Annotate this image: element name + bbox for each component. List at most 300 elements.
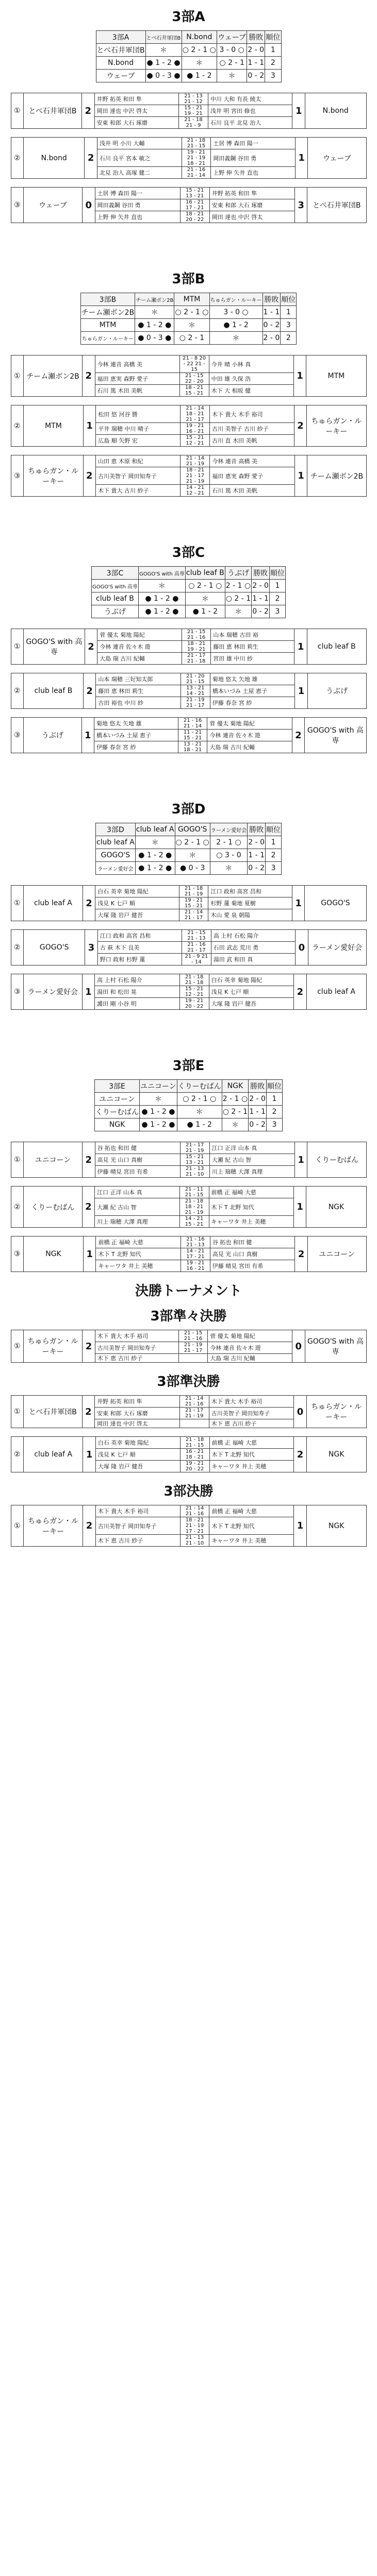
left-players: 大塚 隆 岩戸 健吾 (95, 909, 179, 921)
left-score: 2 (83, 455, 95, 497)
left-players: 安東 和郎 大石 琢磨 (94, 117, 179, 129)
right-players: 浅井 明 宮田 修也 (208, 105, 292, 117)
set-score: 19 - 21 16 - 21 (181, 423, 210, 435)
right-players: 古川 美智子 古川 紗子 (209, 423, 294, 435)
right-score: 1 (293, 1187, 306, 1228)
league-header: 勝敗 (252, 567, 270, 580)
right-team: NGK (306, 1437, 366, 1472)
page (0, 6, 377, 1547)
right-players: 木下 大 相坂 健 (209, 385, 293, 397)
right-players: 湯田 武 和田 真 (211, 954, 295, 965)
league-cell: 3 - 0 ○ (209, 306, 263, 319)
right-players: 上野 伸 矢井 直也 (211, 167, 296, 179)
league-cell: 1 - 1 (249, 1106, 267, 1118)
right-team: GOGO'S with 高専 (305, 1330, 366, 1363)
league-header: とべ石井軍団B (145, 31, 182, 44)
set-score: 21 - 16 21 - 13 (181, 1236, 210, 1248)
league-header: 順位 (281, 293, 297, 306)
left-score: 2 (85, 138, 97, 179)
left-players: 北見 治人 高塚 健二 (97, 167, 182, 179)
set-score: 21 - 16 21 - 14 (178, 718, 207, 730)
right-players: 石田 武志 荒川 勇 (211, 942, 295, 954)
left-score: 1 (81, 718, 94, 753)
league-header: 勝敗 (249, 1080, 267, 1093)
right-score: 1 (292, 93, 305, 129)
match-number: ② (11, 1437, 23, 1472)
left-players: 大島 瑞 古川 紀輔 (97, 653, 182, 665)
set-score: 21 - 9 21 - 14 (182, 954, 211, 965)
right-score: 1 (294, 455, 307, 497)
match-d-1 (11, 885, 367, 921)
right-players: 谷 拓也 和田 健 (210, 1236, 294, 1248)
league-header: ラーメン愛好会 (210, 823, 248, 836)
team-name: N.bond (96, 57, 145, 70)
left-players: 川上 瑞穂 大澤 真理 (95, 1216, 179, 1228)
right-players: 藤田 恵 林田 莉生 (211, 641, 294, 653)
left-team: とべ石井軍団B (23, 93, 81, 129)
team-name: ユニコーン (95, 1093, 140, 1106)
set-score: 18 - 21 19 - 21 (182, 641, 211, 653)
league-cell: 3 (266, 862, 282, 875)
league-cell: ● 0 - 3 ● (145, 70, 182, 82)
left-players: 山田 恵 木原 和紀 (96, 455, 181, 467)
right-players: キャーワタ 井上 美穂 (209, 1461, 294, 1472)
left-team: ウェーブ (24, 188, 83, 223)
match-number: ① (11, 629, 23, 665)
match-e-2 (11, 1186, 367, 1228)
left-players: 浅見 K 七戸 順 (95, 1449, 180, 1461)
left-players: 古 萩 木下 良美 (97, 942, 182, 954)
right-players: 井野 拓英 和田 隼 (209, 188, 294, 199)
match-number: ① (11, 1505, 23, 1547)
left-players: 高見 光 山口 真樹 (95, 1154, 180, 1166)
section-title-a: 3部A (172, 9, 205, 25)
section-spacer (0, 1018, 377, 1049)
league-cell: 3 (269, 605, 285, 618)
right-players: 岡田義鋼 谷田 勇 (211, 149, 296, 167)
league-cell: ＊ (182, 57, 217, 70)
league-cell: ＊ (185, 592, 225, 605)
left-players: 古田 裕也 中川 紗 (96, 697, 181, 709)
section-title-e: 3部E (172, 1058, 205, 1074)
set-score: 21 - 8 20 - 22 21 - 15 (179, 355, 209, 373)
right-players: 岡田 達也 中沢 啓太 (209, 211, 294, 223)
match-d-2 (11, 929, 367, 965)
match-b-3 (11, 455, 367, 497)
league-cell: 1 (265, 44, 281, 57)
set-score: 21 - 16 21 - 14 (182, 167, 211, 179)
left-players: 古川美智子 岡田知寿子 (96, 467, 181, 485)
league-cell: ＊ (177, 1106, 222, 1118)
set-score: 21 - 17 21 - 19 (179, 1408, 209, 1419)
right-players: 浅見 K 七戸 順 (209, 986, 293, 998)
set-score: 18 - 21 21 - 19 17 - 21 (180, 1517, 209, 1535)
league-cell: ● 1 - 2 ● (140, 1106, 177, 1118)
league-header: club leaf A (135, 823, 175, 836)
left-players: 井野 拓英 和田 隼 (95, 1396, 180, 1408)
right-players: 江口 正洋 山本 真 (209, 1142, 294, 1154)
qf-title: 3部準々決勝 (150, 1309, 227, 1324)
set-score: 21 - 15 22 - 20 (179, 373, 209, 385)
left-players: 木下 恵 古川 紗子 (95, 1535, 180, 1547)
left-players: 橋本いづみ 土屋 恵子 (94, 730, 178, 741)
right-score: 1 (294, 1505, 306, 1547)
right-players: 江口 政和 高宮 昌和 (208, 886, 292, 897)
set-score: 19 - 21 16 - 21 (181, 1260, 210, 1272)
league-cell: ＊ (175, 849, 210, 862)
right-team: NGK (306, 1187, 366, 1228)
league-cell: ○ 2 - 1 (217, 57, 247, 70)
right-score: 3 (294, 188, 307, 223)
left-players: 福田 恵実 森野 愛子 (95, 373, 179, 385)
set-score: 21 - 18 21 - 15 (180, 1437, 209, 1449)
match-number: ③ (11, 718, 23, 753)
section-spacer (0, 505, 377, 536)
set-score: 21 - 18 21 - 19 (179, 886, 208, 897)
right-players: 大塚 隆 岩戸 健吾 (209, 998, 293, 1010)
league-cell: ＊ (145, 44, 182, 57)
right-players: 山本 瑞穂 古田 裕 (211, 629, 294, 641)
left-players: 安東 和郎 大石 琢磨 (95, 1408, 180, 1419)
left-players: 今林 連音 佐々木 遊 (97, 641, 182, 653)
match-number: ② (11, 138, 23, 179)
left-team: ユニコーン (24, 1142, 83, 1178)
left-players: 平井 瑞穂 中川 晴子 (96, 423, 181, 435)
league-cell: ● 1 - 2 (209, 319, 263, 332)
league-header: GOGO'S with 高専 (138, 567, 185, 580)
match-qf (11, 1330, 367, 1363)
team-name: くりーむばん (95, 1106, 140, 1118)
league-table-b (80, 293, 297, 345)
league-cell: 2 - 1 ○ (210, 836, 248, 849)
left-team: くりーむばん (24, 1187, 83, 1228)
left-score: 2 (83, 673, 95, 709)
league-table-d (95, 823, 282, 875)
league-cell: ● 1 - 2 (182, 70, 217, 82)
league-header: 順位 (266, 823, 282, 836)
league-header: 順位 (265, 31, 281, 44)
left-players: 木下 恵 古川 紗子 (95, 1354, 178, 1363)
right-score: 0 (292, 1330, 305, 1363)
league-cell: ＊ (209, 332, 263, 345)
right-score: 1 (295, 138, 307, 179)
left-players: 岡田 達也 中沢 啓太 (95, 1419, 180, 1428)
left-players: 松田 悠 河谷 勝 (96, 405, 181, 423)
set-score: 21 - 14 21 - 16 (180, 1505, 209, 1517)
league-header: くりーむばん (177, 1080, 222, 1093)
league-cell: 0 - 2 (247, 70, 265, 82)
league-cell: ＊ (217, 70, 247, 82)
left-players: キャーワタ 井上 美穂 (96, 1260, 181, 1272)
match-number: ① (11, 1142, 24, 1178)
left-team: とべ石井軍団B (24, 1396, 83, 1428)
league-header: うぶげ (225, 567, 251, 580)
final-title: 3部決勝 (163, 1484, 214, 1499)
left-team: うぶげ (23, 718, 81, 753)
left-score: 2 (83, 1330, 95, 1363)
section-title-b: 3部B (172, 272, 205, 287)
left-players: 今林 連音 高橋 美 (95, 355, 179, 373)
left-score: 1 (83, 405, 95, 447)
right-team: MTM (306, 355, 366, 397)
league-cell: ● 1 - 2 ● (140, 1118, 177, 1131)
match-number: ① (11, 93, 23, 129)
right-players: 今林 連音 高橋 美 (210, 455, 294, 467)
right-players: 前橋 正 福崎 大慈 (209, 1187, 293, 1198)
right-players: 今林 連音 佐々木 遊 (207, 730, 292, 741)
match-e-3 (11, 1236, 367, 1272)
league-cell: ○ 2 - 1 (225, 592, 251, 605)
left-players: 石川 良平 宮本 敏之 (97, 149, 182, 167)
team-name: とべ石井軍団B (96, 44, 145, 57)
right-players: 大瀬 紀 古山 智 (209, 1154, 294, 1166)
team-name: うぶげ (92, 605, 139, 618)
team-name: club leaf B (92, 592, 139, 605)
left-players: 石川 篤 木田 美帆 (95, 385, 179, 397)
match-d-3 (11, 974, 367, 1010)
right-team: ラーメン愛好会 (308, 930, 366, 965)
left-players: 大瀬 紀 古山 智 (95, 1198, 179, 1216)
set-score: 19 - 21 20 - 22 (179, 998, 209, 1010)
left-players: 古川美智子 岡田知寿子 (95, 1342, 178, 1354)
set-score: 15 - 21 13 - 21 (180, 1154, 209, 1166)
match-a-2 (11, 137, 367, 179)
set-score: 21 - 14 21 - 19 (181, 455, 210, 467)
set-score: 21 - 15 21 - 16 (182, 629, 211, 641)
set-score: 21 - 15 21 - 16 (178, 1330, 207, 1342)
set-score: 21 - 11 21 - 15 (179, 1187, 209, 1198)
league-table-e (94, 1079, 283, 1131)
league-cell: ○ 2 - 1 (174, 332, 209, 345)
league-cell: ○ 2 - 1 ○ (175, 836, 210, 849)
league-cell: 3 (266, 1118, 282, 1131)
right-players: 木山 愛 泉 朝陽 (208, 909, 292, 921)
right-score: 2 (292, 718, 304, 753)
league-cell: 2 (266, 849, 282, 862)
right-team: うぶげ (307, 673, 366, 709)
right-score: 1 (295, 673, 307, 709)
league-cell: ○ 3 - 0 (210, 849, 248, 862)
league-table-c (91, 566, 286, 618)
league-cell: 0 - 2 (249, 1118, 267, 1131)
match-e-1 (11, 1142, 367, 1178)
match-number: ① (11, 1330, 23, 1363)
league-cell: 3 - 0 ○ (217, 44, 247, 57)
right-players: キャーワタ 井上 美穂 (209, 1216, 293, 1228)
league-cell: 2 - 1 ○ (222, 1093, 248, 1106)
left-players: 広島 順 矢野 宏 (96, 435, 181, 447)
left-score: 2 (83, 886, 95, 921)
left-players: 江口 政和 高宮 昌和 (97, 930, 182, 942)
left-team: GOGO'S with 高専 (23, 629, 85, 665)
league-cell: 2 (269, 592, 285, 605)
right-score: 2 (294, 1437, 306, 1472)
set-score: 18 - 21 21 - 17 21 - 19 (181, 467, 210, 485)
league-cell: ○ 2 - 1 ○ (174, 306, 209, 319)
league-cell: 2 - 1 ○ (225, 580, 251, 592)
left-team: MTM (23, 405, 83, 447)
tournament-title: 決勝トーナメント (135, 1283, 242, 1299)
right-players: 福田 恵実 森野 愛子 (210, 467, 294, 485)
right-players: 伊藤 晴見 宮田 有希 (210, 1260, 294, 1272)
right-score: 2 (294, 405, 306, 447)
set-score: 14 - 21 15 - 21 (179, 1216, 209, 1228)
left-players: 前橋 正 福崎 大慈 (96, 1236, 181, 1248)
league-header: チーム瀬ボン2B (135, 293, 174, 306)
set-score: 15 - 21 19 - 21 (179, 105, 208, 117)
match-number: ③ (11, 455, 23, 497)
right-players: 高 上村 石松 陽介 (211, 930, 295, 942)
left-players: 湯田 和 松田 晃 (95, 986, 179, 998)
right-players: 木下 T 北野 知代 (209, 1449, 294, 1461)
right-players: 木下 T 北野 知代 (209, 1517, 294, 1535)
right-score: 0 (294, 1396, 306, 1428)
left-score: 3 (85, 930, 97, 965)
set-score: 21 - 18 21 - 18 (179, 974, 209, 986)
left-team: club leaf A (23, 886, 83, 921)
set-score: 21 - 14 21 - 17 (179, 909, 208, 921)
right-team: GOGO'S with 高専 (305, 718, 366, 753)
league-cell: ● 1 - 2 ● (138, 605, 185, 618)
right-team: GOGO'S (305, 886, 366, 921)
left-score: 1 (84, 1236, 96, 1272)
league-cell: 1 - 1 (248, 849, 266, 862)
set-score: 21 - 18 21 - 15 (182, 138, 211, 149)
league-cell: 1 (269, 580, 285, 592)
league-header: NGK (222, 1080, 248, 1093)
left-players: 木下 T 北野 知代 (96, 1248, 181, 1260)
league-header: club leaf B (185, 567, 225, 580)
league-cell: 1 (266, 836, 282, 849)
set-score: 16 - 21 18 - 21 (180, 1449, 209, 1461)
set-score: 21 - 13 21 - 12 (179, 93, 208, 105)
left-score: 2 (83, 1505, 95, 1547)
right-team: とべ石井軍団B (307, 188, 366, 223)
league-cell: 2 (281, 332, 297, 345)
team-name: GOGO'S with 高専 (92, 580, 139, 592)
set-score: 21 - 13 21 - 10 (180, 1166, 209, 1178)
left-players: 岡田 達也 中沢 啓太 (94, 105, 179, 117)
league-cell: 1 - 1 (247, 57, 265, 70)
left-players: 白石 英幸 菊地 陽紀 (95, 886, 179, 897)
set-score: 21 - 19 21 - 17 (181, 697, 210, 709)
match-number: ① (11, 355, 23, 397)
league-cell: ○ 2 - 1 ○ (182, 44, 217, 57)
right-players: 白石 英幸 菊地 陽紀 (209, 974, 293, 986)
right-players: 土居 博 森田 陽一 (211, 138, 296, 149)
league-cell: 2 (266, 1106, 282, 1118)
left-team: N.bond (23, 138, 84, 179)
left-score: 2 (82, 1396, 94, 1428)
league-cell: 2 (265, 57, 281, 70)
league-header: ちゅらガン・ルーキー (209, 293, 263, 306)
right-score: 1 (294, 1142, 307, 1178)
league-header: N.bond (182, 31, 217, 44)
league-cell: 1 - 1 (252, 592, 270, 605)
league-cell: ● 1 - 2 (185, 605, 225, 618)
right-team: ちゅらガン・ルーキー (307, 405, 366, 447)
set-score: 19 - 21 15 - 21 (179, 897, 208, 909)
league-cell: 2 - 0 (248, 836, 266, 849)
league-cell: ● 1 - 2 ● (135, 849, 175, 862)
left-team: NGK (24, 1236, 84, 1272)
right-team: ウェーブ (308, 138, 366, 179)
right-team: N.bond (305, 93, 366, 129)
right-team: NGK (306, 1505, 366, 1547)
league-cell: ● 1 - 2 ● (135, 319, 174, 332)
left-score: 2 (82, 1187, 94, 1228)
right-team: ちゅらガン・ルーキー (306, 1396, 366, 1428)
set-score: 21 - 14 21 - 16 (179, 1396, 209, 1408)
league-cell: 0 - 2 (252, 605, 270, 618)
left-players: 岡田義鋼 谷田 勇 (95, 199, 180, 211)
right-players: 前橋 正 福崎 大慈 (209, 1505, 294, 1517)
section-title-c: 3部C (172, 545, 205, 561)
league-header: 3部D (95, 823, 135, 836)
left-team: club leaf B (24, 673, 84, 709)
right-players: 菅 優太 菊地 陽紀 (207, 718, 292, 730)
set-score (179, 1419, 209, 1428)
left-team: ちゅらガン・ルーキー (23, 1505, 83, 1547)
left-team: GOGO'S (23, 930, 85, 965)
league-cell: ＊ (225, 605, 251, 618)
left-team: ちゅらガン・ルーキー (23, 455, 83, 497)
section-title-d: 3部D (171, 802, 206, 817)
match-c-3 (11, 717, 367, 753)
set-score: 15 - 21 13 - 21 (180, 188, 209, 199)
team-name: ラーメン愛好会 (95, 862, 135, 875)
set-score: 15 - 21 12 - 21 (181, 435, 210, 447)
set-score: 14 - 21 12 - 21 (181, 485, 210, 497)
left-players: 木下 貴大 木手 裕司 (95, 1330, 178, 1342)
league-header: GOGO'S (175, 823, 210, 836)
match-a-3 (11, 187, 367, 223)
league-cell: 3 (281, 319, 297, 332)
team-name: チーム瀬ボン2B (80, 306, 135, 319)
right-team: club leaf B (307, 629, 366, 665)
left-players: 山本 瑞穂 三好知太郎 (96, 673, 181, 685)
team-name: ウェーブ (96, 70, 145, 82)
match-final (11, 1505, 367, 1547)
league-cell: ○ 2 - 1 (222, 1106, 248, 1118)
match-number: ③ (11, 188, 24, 223)
set-score: 18 - 21 20 - 22 (180, 211, 209, 223)
set-score: 15 - 21 12 - 21 (179, 986, 209, 998)
right-players: 木下 T 北野 知代 (209, 1198, 293, 1216)
league-cell: 0 - 2 (263, 319, 281, 332)
match-number: ② (11, 673, 24, 709)
league-cell: ● 1 - 2 ● (138, 592, 185, 605)
set-score: 21 - 13 21 - 10 (180, 1535, 209, 1547)
left-players: 木下 貴大 木手 裕司 (95, 1505, 180, 1517)
left-players: 白石 英幸 菊地 陽紀 (95, 1437, 180, 1449)
set-score: 21 - 20 21 - 15 (181, 673, 210, 685)
match-a-1 (11, 93, 367, 129)
match-number: ③ (11, 974, 24, 1010)
league-header: ウェーブ (217, 31, 247, 44)
right-players: 川上 瑞穂 大澤 真理 (209, 1166, 294, 1178)
team-name: club leaf A (95, 836, 135, 849)
right-team: club leaf A (306, 974, 366, 1010)
left-team: ラーメン愛好会 (24, 974, 83, 1010)
league-header: 3部E (95, 1080, 140, 1093)
set-score: 21 - 18 21 - 9 (179, 117, 208, 129)
league-cell: ＊ (135, 836, 175, 849)
league-header: 3部A (96, 31, 145, 44)
right-players: 伊藤 春奈 宮 紗 (210, 697, 294, 709)
left-players: 菅 優太 菊地 陽紀 (97, 629, 182, 641)
left-players: 護田 剛 小谷 明 (95, 998, 179, 1010)
